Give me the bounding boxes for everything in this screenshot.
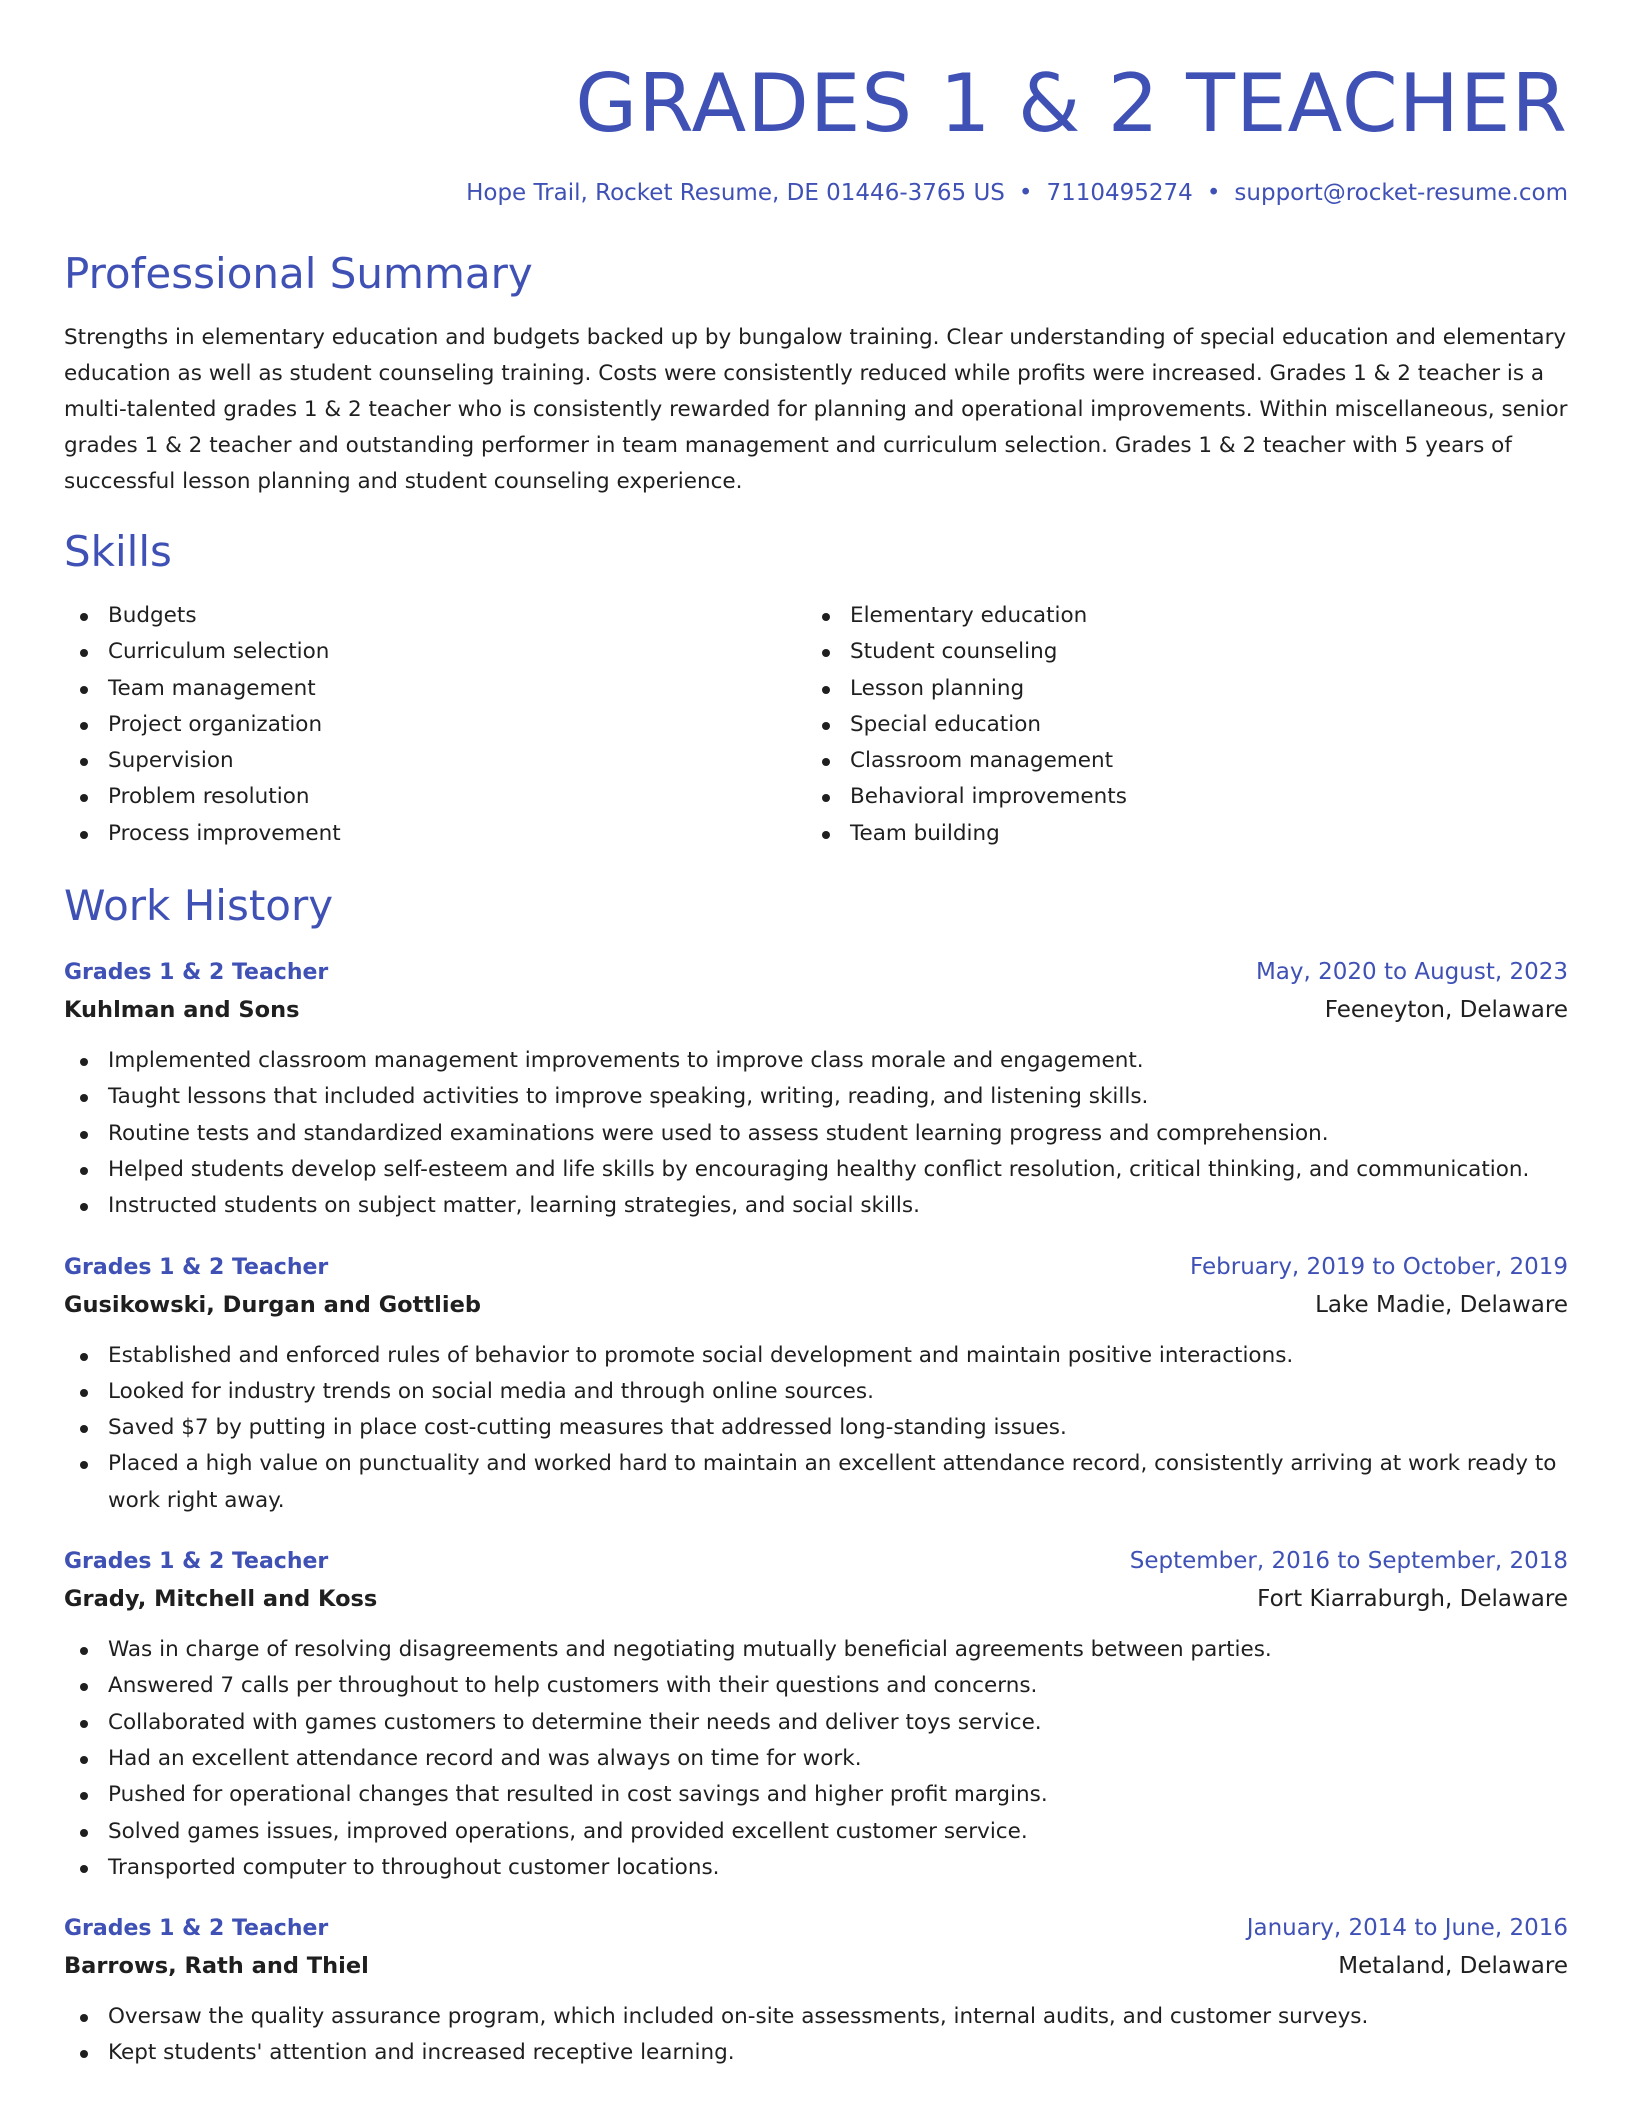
skill-item: Lesson planning [806, 671, 1548, 707]
job-bullet: Saved $7 by putting in place cost-cutting measures that addressed long-standing issues. [64, 1410, 1568, 1446]
skill-item: Problem resolution [64, 779, 806, 815]
job-location: Fort Kiarraburgh, Delaware [1257, 1586, 1568, 1613]
skill-item: Project organization [64, 707, 806, 743]
job-company: Gusikowski, Durgan and Gottlieb [64, 1291, 481, 1318]
job-company-row [64, 1947, 1568, 1985]
job-title: Grades 1 & 2 Teacher [64, 1916, 329, 1942]
summary-section [64, 248, 1568, 500]
job-bullet: Was in charge of resolving disagreements and negotiating mutually beneficial agreements between parties. [64, 1632, 1568, 1668]
job-title: Grades 1 & 2 Teacher [64, 960, 329, 986]
job-bullets [64, 1043, 1568, 1224]
skills-columns [64, 598, 1568, 852]
job-bullet: Routine tests and standardized examinations were used to assess student learning progress and comprehension. [64, 1116, 1568, 1152]
work-history-heading: Work History [64, 881, 334, 931]
job-location: Metaland, Delaware [1338, 1953, 1568, 1980]
job-title: Grades 1 & 2 Teacher [64, 1549, 329, 1575]
job-entry [64, 1910, 1568, 2072]
skills-section [64, 526, 1568, 852]
summary-heading: Professional Summary [64, 249, 533, 298]
job-bullet: Oversaw the quality assurance program, which included on-site assessments, internal audits, and customer surveys. [64, 1999, 1568, 2035]
job-header-row [64, 1249, 1568, 1286]
job-bullets [64, 1632, 1568, 1886]
job-bullet: Placed a high value on punctuality and worked hard to maintain an excellent attendance record, consistently arriving at work ready to work right away. [64, 1446, 1568, 1519]
job-bullet: Looked for industry trends on social media and through online sources. [64, 1374, 1568, 1410]
job-location: Feeneyton, Delaware [1324, 997, 1568, 1024]
job-bullet: Kept students' attention and increased receptive learning. [64, 2035, 1568, 2071]
resume-name: GRADES 1 & 2 TEACHER [575, 57, 1568, 150]
skills-left-list [64, 598, 806, 852]
job-company: Grady, Mitchell and Koss [64, 1586, 378, 1613]
job-company: Barrows, Rath and Thiel [64, 1953, 369, 1980]
skills-right-list [806, 598, 1548, 852]
job-bullets [64, 1999, 1568, 2072]
job-dates: May, 2020 to August, 2023 [1255, 959, 1568, 986]
skill-item: Team management [64, 671, 806, 707]
job-bullet: Helped students develop self-esteem and life skills by encouraging healthy conflict resolution, critical thinking, and communication. [64, 1152, 1568, 1188]
job-header-row [64, 1543, 1568, 1580]
job-company-row [64, 991, 1568, 1029]
contact-separator: • [1206, 180, 1221, 206]
job-title: Grades 1 & 2 Teacher [64, 1254, 329, 1280]
job-entry [64, 1249, 1568, 1519]
job-bullet: Had an excellent attendance record and was always on time for work. [64, 1741, 1568, 1777]
job-entry [64, 1543, 1568, 1886]
job-bullet: Collaborated with games customers to determine their needs and deliver toys service. [64, 1705, 1568, 1741]
skill-item: Special education [806, 707, 1548, 743]
job-header-row [64, 954, 1568, 991]
contact-address: Hope Trail, Rocket Resume, DE 01446-3765 US [466, 180, 1005, 206]
summary-text: Strengths in elementary education and budgets backed up by bungalow training. Clear understanding of special education and elementary education as well as student counseling training. Costs were consistently reduced while profits were increased. Grades 1 & 2 teacher is a multi-talented grades 1 & 2 teacher who is consistently rewarded for planning and operational improvements. Within miscellaneous, senior grades 1 & 2 teacher and outstanding performer in team management and curriculum selection. Grades 1 & 2 teacher with 5 years of successful lesson planning and student counseling experience. [64, 325, 1568, 494]
job-location: Lake Madie, Delaware [1315, 1291, 1568, 1318]
skill-item: Supervision [64, 743, 806, 779]
job-bullet: Solved games issues, improved operations, and provided excellent customer service. [64, 1814, 1568, 1850]
job-dates: February, 2019 to October, 2019 [1190, 1253, 1568, 1280]
skill-item: Classroom management [806, 743, 1548, 779]
contact-line [64, 178, 1568, 208]
skill-item: Budgets [64, 598, 806, 634]
job-bullet: Implemented classroom management improvements to improve class morale and engagement. [64, 1043, 1568, 1079]
job-company-row [64, 1580, 1568, 1618]
skill-item: Behavioral improvements [806, 779, 1548, 815]
work-history-section [64, 880, 1568, 2072]
job-company: Kuhlman and Sons [64, 997, 300, 1024]
job-bullet: Taught lessons that included activities to improve speaking, writing, reading, and listening skills. [64, 1079, 1568, 1115]
skill-item: Elementary education [806, 598, 1548, 634]
job-bullets [64, 1338, 1568, 1519]
job-bullet: Transported computer to throughout customer locations. [64, 1850, 1568, 1886]
resume-page [64, 0, 1568, 2072]
contact-separator: • [1018, 180, 1033, 206]
job-header-row [64, 1910, 1568, 1947]
job-entry [64, 954, 1568, 1224]
job-bullet: Established and enforced rules of behavior to promote social development and maintain positive interactions. [64, 1338, 1568, 1374]
job-bullet: Pushed for operational changes that resulted in cost savings and higher profit margins. [64, 1777, 1568, 1813]
skill-item: Student counseling [806, 634, 1548, 670]
job-dates: September, 2016 to September, 2018 [1129, 1548, 1568, 1575]
skill-item: Curriculum selection [64, 634, 806, 670]
skill-item: Team building [806, 816, 1548, 852]
skill-item: Process improvement [64, 816, 806, 852]
job-company-row [64, 1286, 1568, 1324]
contact-email[interactable]: support@rocket-resume.com [1234, 180, 1568, 206]
job-bullet: Answered 7 calls per throughout to help customers with their questions and concerns. [64, 1668, 1568, 1704]
contact-phone: 7110495274 [1046, 180, 1193, 206]
skills-heading: Skills [64, 527, 172, 576]
job-bullet: Instructed students on subject matter, learning strategies, and social skills. [64, 1188, 1568, 1224]
job-dates: January, 2014 to June, 2016 [1246, 1915, 1568, 1942]
